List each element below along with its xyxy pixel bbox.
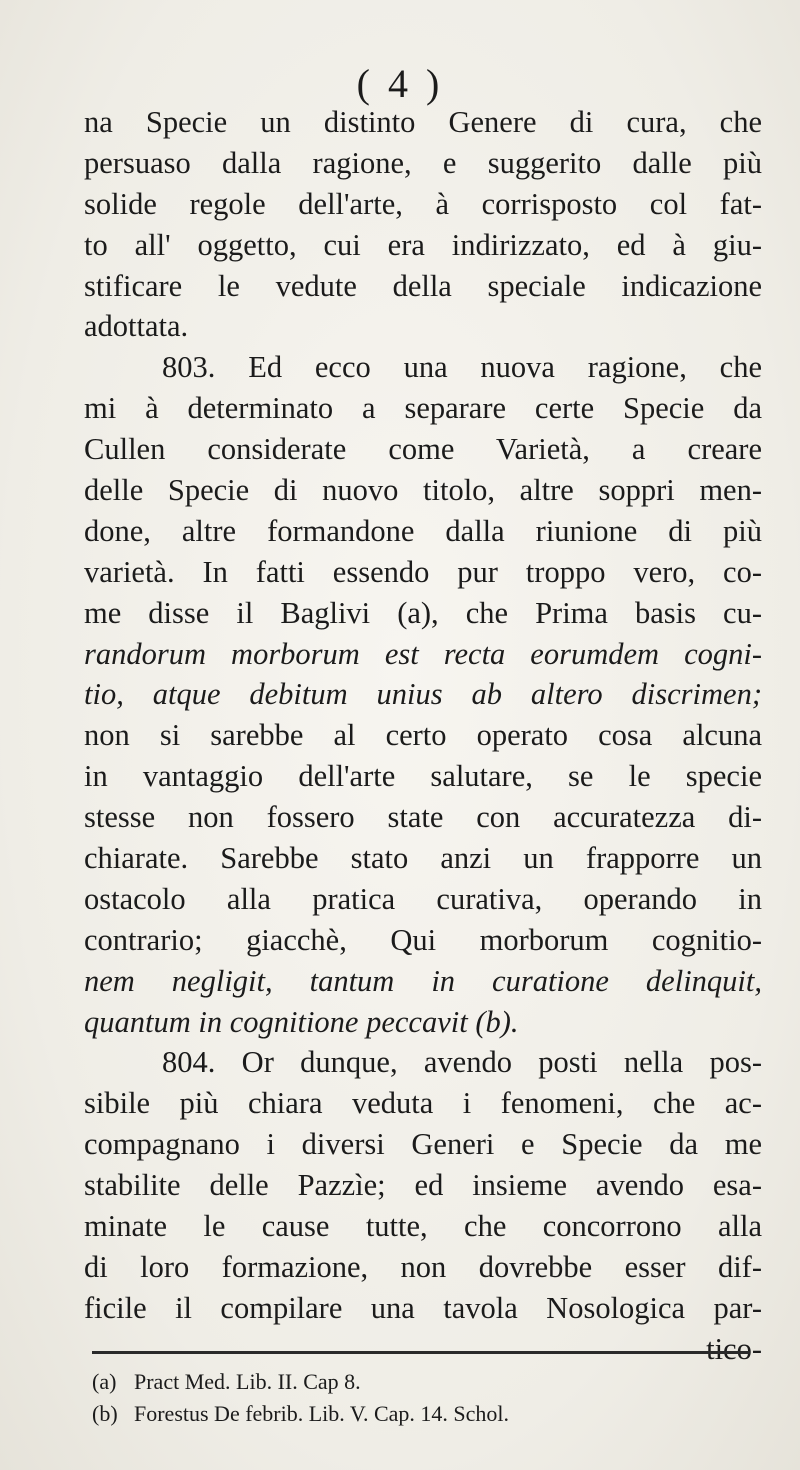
text-line: 804. Or dunque, avendo posti nella pos- [162,1045,762,1080]
text-line: nem negligit, tantum in curatione delinquit, [84,963,762,998]
text-line: varietà. In fatti essendo pur troppo vero, co- [84,554,762,589]
text-line: in vantaggio dell'arte salutare, se le specie [84,759,762,794]
text-line: solide regole dell'arte, à corrisposto col fat- [84,186,762,221]
text-line: ostacolo alla pratica curativa, operando in [84,881,762,916]
text-line: stesse non fossero state con accuratezza di- [84,800,762,835]
footnotes [92,1366,612,1430]
text-line: to all' oggetto, cui era indirizzato, ed à giu- [84,227,762,262]
text-line: 803. Ed ecco una nuova ragione, che [162,350,762,385]
text-line: sibile più chiara veduta i fenomeni, che ac- [84,1086,762,1121]
text-line: stabilite delle Pazzìe; ed insieme avendo esa- [84,1168,762,1203]
footnote [92,1366,612,1398]
text-line: done, altre formandone dalla riunione di più [84,513,762,548]
text-line: persuaso dalla ragione, e suggerito dalle più [84,145,762,180]
page-number: ( 4 ) [356,61,444,106]
footnote-rule [92,1351,750,1354]
footnote-text: Forestus De febrib. Lib. V. Cap. 14. Schol. [134,1401,509,1426]
footnote-text: Pract Med. Lib. II. Cap 8. [134,1369,361,1394]
text-line: di loro formazione, non dovrebbe esser dif- [84,1249,762,1284]
text-line: compagnano i diversi Generi e Specie da me [84,1127,762,1162]
text-line: chiarate. Sarebbe stato anzi un frapporre un [84,841,762,876]
body-text [84,102,762,1370]
text-line: Cullen considerate come Varietà, a creare [84,432,762,467]
text-line: na Specie un distinto Genere di cura, che [84,105,762,139]
text-line: non si sarebbe al certo operato cosa alcuna [84,718,762,753]
text-line: stificare le vedute della speciale indicazione [84,268,762,303]
text-line: minate le cause tutte, che concorrono alla [84,1209,762,1244]
text-line: ficile il compilare una tavola Nosologica par- [84,1290,762,1325]
text-line: mi à determinato a separare certe Specie da [84,391,762,426]
text-line: quantum in cognitione peccavit (b). [84,1004,519,1039]
text-line: tico- [706,1331,762,1366]
footnote-marker: (b) [92,1401,118,1426]
footnote-marker: (a) [92,1369,117,1394]
text-line: randorum morborum est recta eorumdem cogni- [84,636,762,671]
text-line: tio, atque debitum unius ab altero discrimen; [84,677,762,712]
footnote [92,1398,612,1430]
text-line: me disse il Baglivi (a), che Prima basis cu- [84,595,762,630]
text-line: adottata. [84,309,189,344]
text-line: delle Specie di nuovo titolo, altre soppri men- [84,473,762,508]
text-line: contrario; giacchè, Qui morborum cognitio- [84,922,762,957]
